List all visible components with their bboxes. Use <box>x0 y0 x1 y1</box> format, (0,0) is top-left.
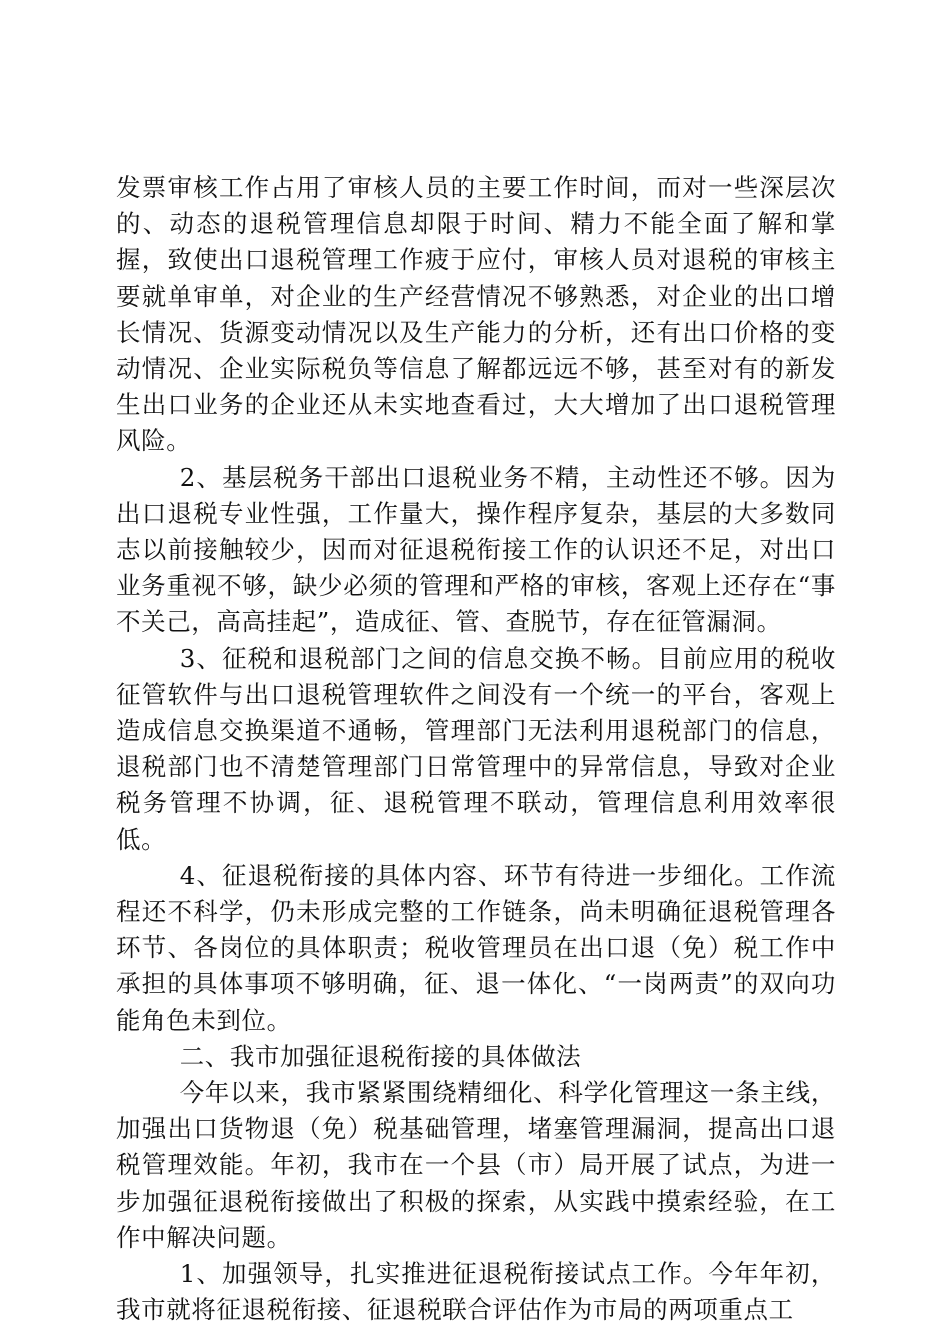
section-heading: 二、我市加强征退税衔接的具体做法 <box>179 1041 582 1071</box>
paragraph-measure-1: 1、加强领导，扎实推进征退税衔接试点工作。今年年初，我市就将征退税衔接、征退税联合评估作为市局的两项重点工 <box>116 1259 836 1325</box>
paragraph-item-3: 3、征税和退税部门之间的信息交换不畅。目前应用的税收征管软件与出口退税管理软件之间没有一个统一的平台，客观上造成信息交换渠道不通畅，管理部门无法利用退税部门的信息，退税部门也不清楚管理部门日常管理中的异常信息，导致对企业税务管理不协调，征、退税管理不联动，管理信息利用效率很低。 <box>116 643 836 854</box>
paragraph-continuation: 发票审核工作占用了审核人员的主要工作时间，而对一些深层次的、动态的退税管理信息却限于时间、精力不能全面了解和掌握，致使出口退税管理工作疲于应付，审核人员对退税的审核主要就单审单，对企业的生产经营情况不够熟悉，对企业的出口增长情况、货源变动情况以及生产能力的分析，还有出口价格的变动情况、企业实际税负等信息了解都远远不够，甚至对有的新发生出口业务的企业还从未实地查看过，大大增加了出口退税管理风险。 <box>116 173 836 456</box>
paragraph-item-4: 4、征退税衔接的具体内容、环节有待进一步细化。工作流程还不科学，仍未形成完整的工作链条，尚未明确征退税管理各环节、各岗位的具体职责；税收管理员在出口退（免）税工作中承担的具体事项不够明确，征、退一体化、“一岗两责”的双向功能角色未到位。 <box>116 860 836 1035</box>
document-body <box>116 170 836 1329</box>
paragraph-item-2: 2、基层税务干部出口退税业务不精，主动性还不够。因为出口退税专业性强，工作量大，操作程序复杂，基层的大多数同志以前接触较少，因而对征退税衔接工作的认识还不足，对出口业务重视不够，缺少必须的管理和严格的审核，客观上还存在“事不关己，高高挂起”，造成征、管、查脱节，存在征管漏洞。 <box>116 462 836 637</box>
paragraph-intro: 今年以来，我市紧紧围绕精细化、科学化管理这一条主线，加强出口货物退（免）税基础管理，堵塞管理漏洞，提高出口退税管理效能。年初，我市在一个县（市）局开展了试点，为进一步加强征退税衔接做出了积极的探索，从实践中摸索经验，在工作中解决问题。 <box>116 1078 836 1252</box>
